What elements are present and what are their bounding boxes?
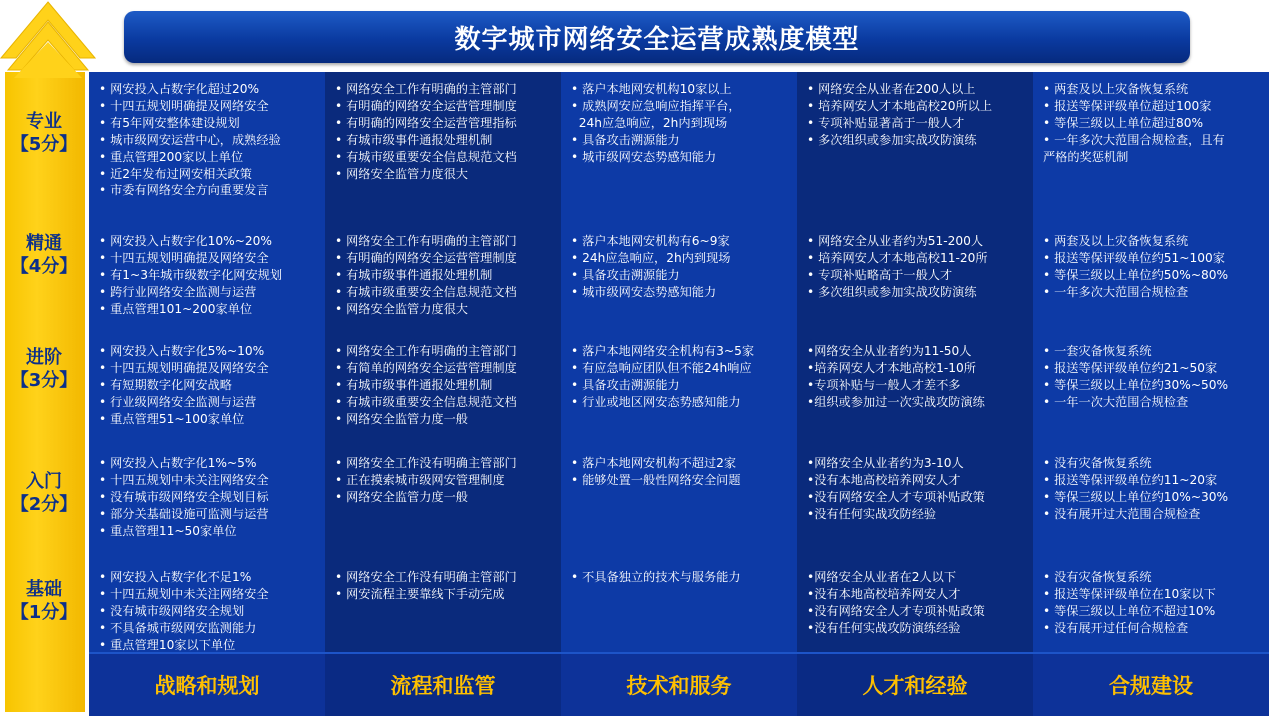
criteria-line: • 有简单的网络安全运营管理制度 (335, 360, 517, 375)
criteria-line: • 重点管理11~50家单位 (99, 523, 237, 538)
dimension-header: 流程和监管 (325, 652, 561, 716)
criteria-line: • 重点管理101~200家单位 (99, 301, 253, 316)
maturity-matrix (89, 72, 1269, 716)
criteria-line: • 报送等保评级单位约51~100家 (1043, 250, 1225, 265)
criteria-line: •没有本地高校培养网安人才 (807, 586, 961, 601)
criteria-line: • 有应急响应团队但不能24h响应 (571, 360, 752, 375)
matrix-cell (325, 334, 561, 446)
criteria-line: • 城市级网安态势感知能力 (571, 149, 717, 164)
matrix-cell (797, 334, 1033, 446)
criteria-line: •没有本地高校培养网安人才 (807, 472, 961, 487)
criteria-line: • 有城市级事件通报处理机制 (335, 267, 493, 282)
title-bar (124, 11, 1190, 63)
matrix-cell (561, 224, 797, 334)
level-points: 【1分】 (10, 602, 78, 623)
criteria-line: • 网络安全工作有明确的主管部门 (335, 234, 517, 248)
level-label-5 (6, 110, 82, 156)
criteria-line: •组织或参加过一次实战攻防演练 (807, 394, 985, 409)
level-label-2 (6, 470, 82, 516)
criteria-line: • 等保三级以上单位约30%~50% (1043, 377, 1229, 392)
criteria-line: • 网安投入占数字化10%~20% (99, 234, 272, 248)
matrix-cell (561, 72, 797, 224)
criteria-line: • 十四五规划明确提及网络安全 (99, 360, 269, 375)
criteria-line: • 一套灾备恢复系统 (1043, 344, 1152, 358)
criteria-line: • 具备攻击溯源能力 (571, 267, 680, 282)
criteria-line: •网络安全从业者约为11-50人 (807, 344, 972, 358)
criteria-line: • 一年多次大范围合规检查，且有 (1043, 132, 1225, 147)
criteria-line: • 专项补贴显著高于一般人才 (807, 115, 965, 130)
criteria-line: • 落户本地网络安全机构有3~5家 (571, 344, 755, 358)
criteria-line: • 等保三级以上单位超过80% (1043, 115, 1204, 130)
dimension-header: 技术和服务 (561, 652, 797, 716)
criteria-line: • 跨行业网络安全监测与运营 (99, 284, 257, 299)
criteria-line: • 两套及以上灾备恢复系统 (1043, 82, 1189, 96)
criteria-line: • 具备攻击溯源能力 (571, 377, 680, 392)
criteria-line: • 报送等保评级单位超过100家 (1043, 98, 1212, 113)
level-label-4 (6, 232, 82, 278)
criteria-line: •没有网络安全人才专项补贴政策 (807, 489, 985, 504)
matrix-cell (325, 560, 561, 652)
criteria-line: • 能够处置一般性网络安全问题 (571, 472, 741, 487)
level-points: 【4分】 (10, 256, 78, 277)
criteria-line: • 有1~3年城市级数字化网安规划 (99, 267, 283, 282)
level-name: 精通 (26, 233, 62, 254)
criteria-line: • 没有灾备恢复系统 (1043, 570, 1152, 584)
criteria-line: • 行业级网络安全监测与运营 (99, 394, 257, 409)
matrix-cell (797, 224, 1033, 334)
matrix-cell (797, 446, 1033, 560)
dimension-header: 合规建设 (1033, 652, 1269, 716)
criteria-line: • 多次组织或参加实战攻防演练 (807, 284, 977, 299)
criteria-line: • 落户本地网安机构不超过2家 (571, 456, 737, 470)
criteria-line: • 网安流程主要靠线下手动完成 (335, 586, 505, 601)
criteria-line: • 等保三级以上单位约50%~80% (1043, 267, 1229, 282)
criteria-line: • 没有展开过任何合规检查 (1043, 620, 1189, 635)
criteria-line: • 24h应急响应，2h内到现场 (571, 250, 731, 265)
matrix-cell (1033, 334, 1269, 446)
criteria-line: • 网络安全工作有明确的主管部门 (335, 82, 517, 96)
matrix-cell (325, 446, 561, 560)
criteria-line: • 市委有网络安全方向重要发言 (99, 183, 269, 198)
criteria-line: • 网络安全监管力度很大 (335, 166, 468, 181)
arrow-head-icon (0, 0, 96, 80)
criteria-line: • 有明确的网络安全运营管理制度 (335, 250, 517, 265)
matrix-cell (325, 72, 561, 224)
criteria-line: • 十四五规划中未关注网络安全 (99, 472, 269, 487)
criteria-line: • 网安投入占数字化1%~5% (99, 456, 257, 470)
criteria-line: •专项补贴与一般人才差不多 (807, 377, 961, 392)
criteria-line: •没有网络安全人才专项补贴政策 (807, 603, 985, 618)
criteria-line: • 报送等保评级单位约21~50家 (1043, 360, 1218, 375)
level-label-1 (6, 578, 82, 624)
criteria-line: • 网络安全工作没有明确主管部门 (335, 456, 517, 470)
criteria-line: •培养网安人才本地高校1-10所 (807, 360, 976, 375)
criteria-line: • 网络安全工作没有明确主管部门 (335, 570, 517, 584)
criteria-line: • 具备攻击溯源能力 (571, 132, 680, 147)
matrix-cell (797, 72, 1033, 224)
criteria-line: • 城市级网安运营中心，成熟经验 (99, 132, 281, 147)
matrix-cell (1033, 224, 1269, 334)
page-title: 数字城市网络安全运营成熟度模型 (454, 24, 860, 55)
matrix-cell (561, 334, 797, 446)
criteria-line: • 网络安全监管力度很大 (335, 301, 468, 316)
dimension-header: 战略和规划 (89, 652, 325, 716)
matrix-cell (89, 334, 325, 446)
matrix-cell (89, 224, 325, 334)
level-points: 【5分】 (10, 134, 78, 155)
criteria-line: • 一年一次大范围合规检查 (1043, 394, 1189, 409)
criteria-line: • 重点管理51~100家单位 (99, 411, 245, 426)
criteria-line: • 网络安全从业者约为51-200人 (807, 234, 984, 248)
criteria-line: • 等保三级以上单位约10%~30% (1043, 489, 1229, 504)
matrix-cell (325, 224, 561, 334)
criteria-line: 24h应急响应，2h内到现场 (571, 115, 728, 130)
criteria-line: • 落户本地网安机构10家以上 (571, 82, 732, 96)
criteria-line: • 一年多次大范围合规检查 (1043, 284, 1189, 299)
criteria-line: • 不具备独立的技术与服务能力 (571, 570, 741, 584)
matrix-cell (561, 446, 797, 560)
criteria-line: • 有城市级事件通报处理机制 (335, 132, 493, 147)
matrix-cell (1033, 446, 1269, 560)
level-label-3 (6, 346, 82, 392)
criteria-line: • 多次组织或参加实战攻防演练 (807, 132, 977, 147)
criteria-line: • 两套及以上灾备恢复系统 (1043, 234, 1189, 248)
criteria-line: •没有任何实战攻防经验 (807, 506, 937, 521)
criteria-line: • 网络安全监管力度一般 (335, 411, 468, 426)
matrix-cell (89, 72, 325, 224)
level-name: 进阶 (26, 347, 62, 368)
matrix-cell (1033, 72, 1269, 224)
criteria-line: • 不具备城市级网安监测能力 (99, 620, 257, 635)
criteria-line: • 培养网安人才本地高校20所以上 (807, 98, 993, 113)
criteria-line: • 网络安全工作有明确的主管部门 (335, 344, 517, 358)
level-points: 【2分】 (10, 494, 78, 515)
criteria-line: • 有明确的网络安全运营管理制度 (335, 98, 517, 113)
criteria-line: • 十四五规划明确提及网络安全 (99, 250, 269, 265)
criteria-line: • 落户本地网安机构有6~9家 (571, 234, 730, 248)
criteria-line: • 报送等保评级单位约11~20家 (1043, 472, 1218, 487)
criteria-line: • 没有展开过大范围合规检查 (1043, 506, 1201, 521)
dimension-header: 人才和经验 (797, 652, 1033, 716)
criteria-line: • 重点管理10家以下单位 (99, 637, 236, 652)
criteria-line: • 正在摸索城市级网安管理制度 (335, 472, 505, 487)
matrix-cell (561, 560, 797, 652)
criteria-line: • 有城市级事件通报处理机制 (335, 377, 493, 392)
level-points: 【3分】 (10, 370, 78, 391)
criteria-line: • 成熟网安应急响应指挥平台， (571, 98, 741, 113)
criteria-line: • 有城市级重要安全信息规范文档 (335, 394, 517, 409)
criteria-line: • 有明确的网络安全运营管理指标 (335, 115, 517, 130)
matrix-cell (797, 560, 1033, 652)
criteria-line: • 网安投入占数字化5%~10% (99, 344, 265, 358)
level-name: 基础 (26, 579, 62, 600)
criteria-line: • 城市级网安态势感知能力 (571, 284, 717, 299)
matrix-cell (89, 560, 325, 652)
criteria-line: • 重点管理200家以上单位 (99, 149, 244, 164)
criteria-line: • 十四五规划中未关注网络安全 (99, 586, 269, 601)
matrix-cell (1033, 560, 1269, 652)
criteria-line: • 网络安全监管力度一般 (335, 489, 468, 504)
criteria-line: • 培养网安人才本地高校11-20所 (807, 250, 988, 265)
level-name: 入门 (26, 471, 62, 492)
criteria-line: • 有城市级重要安全信息规范文档 (335, 284, 517, 299)
criteria-line: • 网络安全从业者在200人以上 (807, 82, 976, 96)
criteria-line: • 专项补贴略高于一般人才 (807, 267, 953, 282)
criteria-line: •网络安全从业者约为3-10人 (807, 456, 964, 470)
criteria-line: • 没有城市级网络安全规划目标 (99, 489, 269, 504)
criteria-line: •网络安全从业者在2人以下 (807, 570, 957, 584)
criteria-line: • 报送等保评级单位在10家以下 (1043, 586, 1216, 601)
criteria-line: • 有城市级重要安全信息规范文档 (335, 149, 517, 164)
criteria-line: • 行业或地区网安态势感知能力 (571, 394, 741, 409)
criteria-line: • 网安投入占数字化不足1% (99, 570, 252, 584)
criteria-line: • 有短期数字化网安战略 (99, 377, 232, 392)
criteria-line: • 网安投入占数字化超过20% (99, 82, 260, 96)
criteria-line: 严格的奖惩机制 (1043, 149, 1129, 164)
level-name: 专业 (26, 111, 62, 132)
criteria-line: • 近2年发布过网安相关政策 (99, 166, 252, 181)
criteria-line: • 有5年网安整体建设规划 (99, 115, 240, 130)
criteria-line: •没有任何实战攻防演练经验 (807, 620, 961, 635)
criteria-line: • 等保三级以上单位不超过10% (1043, 603, 1216, 618)
matrix-cell (89, 446, 325, 560)
criteria-line: • 没有灾备恢复系统 (1043, 456, 1152, 470)
criteria-line: • 十四五规划明确提及网络安全 (99, 98, 269, 113)
criteria-line: • 没有城市级网络安全规划 (99, 603, 245, 618)
criteria-line: • 部分关基础设施可监测与运营 (99, 506, 269, 521)
